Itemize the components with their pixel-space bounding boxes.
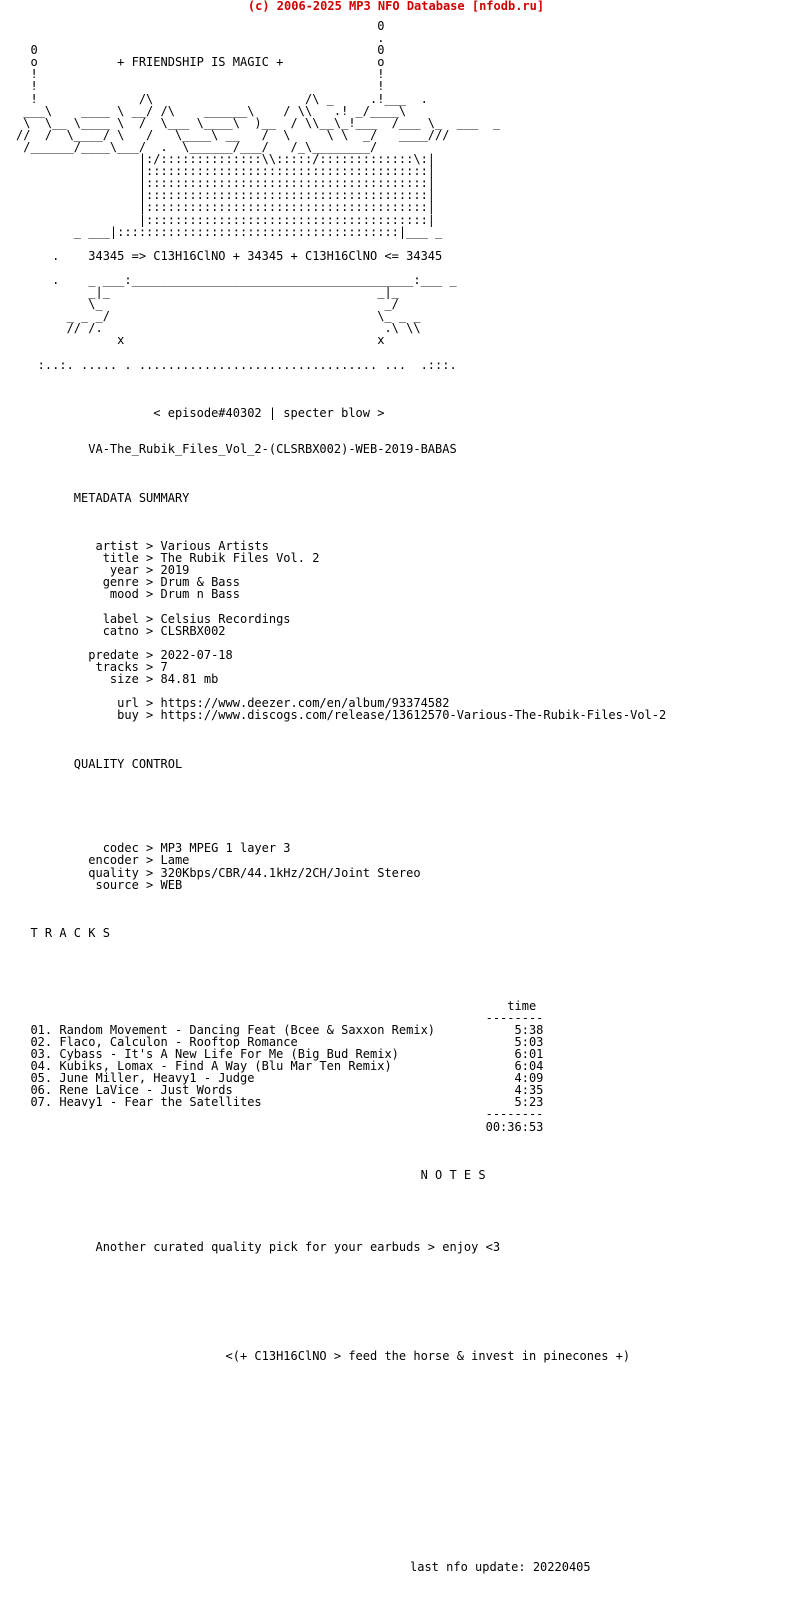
nfo-text: 0 . 0 0 o + FRIENDSHIP IS MAGIC + o ! ! ! ! ! /\ /\ _ .!___ . ___\ ____ \ __/ /\ ______\ / \\ .! _/____\ \ \__ \____ \ / \___ \____\ )__ / \\__\_!___ /___ \_ ___ _ // / \____/ \ / \____\ __ / \ \ \ _/ ____/// /______/____\___/ . \______/___/ /_\________/ |:/::::::::::::::\\:::::/:::::::::::::\:| |:::::::::::::::::::::::::::::::::::::::| |:::::::::::::::::::::::::::::::::::::::| |:::::::::::::::::::::::::::::::::::::::| |:::::::::::::::::::::::::::::::::::::::| |:::::::::::::::::::::::::::::::::::::::| _ ___|:::::::::::::::::::::::::::::::::::::::|___ _ . 34345 => C13H16ClNO + 34345 + C13H16ClNO <= 34345 . _ ___:_______________________________________:___ _ _|_ _|_ \_ _/ _ _ _/ \_ _ _ // /. .\ \\ x x :..:. ..... . ................................. ... .:::. < episode#40302 | specter blow > VA-The_Rubik_Files_Vol_2-(CLSRBX002)-WEB-2019-BABAS METADATA SUMMARY artist > Various Artists title > The Rubik Files Vol. 2 year > 2019 genre > Drum & Bass mood > Drum n Bass label > Celsius Recordings catno > CLSRBX002 predate > 2022-07-18 tracks > 7 size > 84.81 mb url > https://www.deezer.com/en/album/93374582 buy > https://www.discogs.com/release/13612570-Various-The-Rubik-Files-Vol-2 QUALITY CONTROL codec > MP3 MPEG 1 layer 3 encoder > Lame quality > 320Kbps/CBR/44.1kHz/2CH/Joint Stereo source > WEB T R A C K S time -------- 01. Random Movement - Dancing Feat (Bcee & Saxxon Remix) 5:38 02. Flaco, Calculon - Rooftop Romance 5:03 03. Cybass - It's A New Life For Me (Big Bud Remix) 6:01 04. Kubiks, Lomax - Find A Way (Blu Mar Ten Remix) 6:04 05. June Miller, Heavy1 - Judge 4:09 06. Rene LaVice - Just Words 4:35 07. Heavy1 - Fear the Satellites 5:23 -------- 00:36:53 N O T E S Another curated quality pick for your earbuds > enjoy <3 <(+ C13H16ClNO > feed the horse & invest in pinecones +) (16, 19, 667, 1364)
last-update-footer: last nfo update: 20220405 (410, 1560, 591, 1574)
banner: (c) 2006-2025 MP3 NFO Database [nfodb.ru] (247, 0, 545, 13)
